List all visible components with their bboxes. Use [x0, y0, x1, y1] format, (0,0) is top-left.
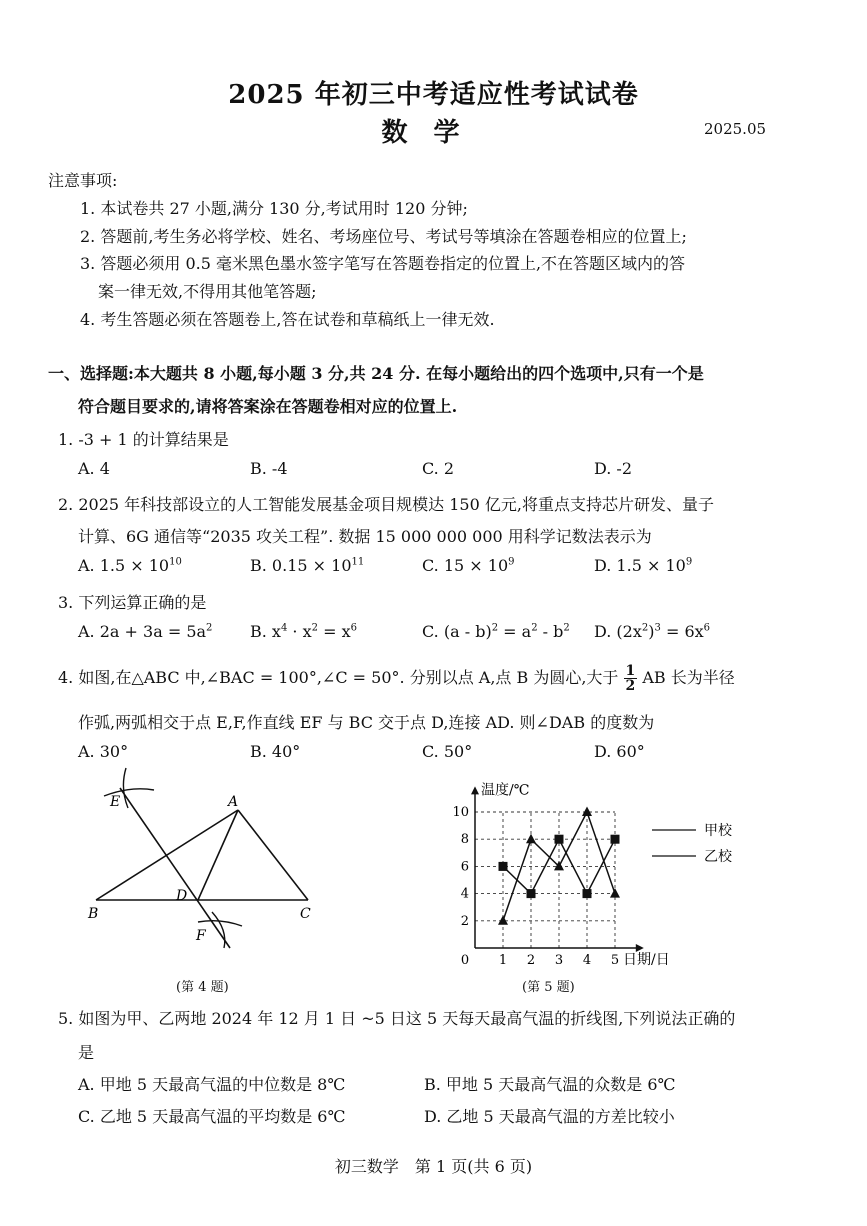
y-tick-label: 10 [452, 805, 469, 820]
q2-option-c [422, 556, 515, 575]
q3-option-d-exp: 2 [641, 622, 649, 634]
y-axis-arrow [471, 786, 479, 794]
notice-heading: 注意事项: [48, 171, 118, 190]
section1-intro-line1: 一、选择题:本大题共 8 小题,每小题 3 分,共 24 分. 在每小题给出的四个选项中,只有一个是 [48, 364, 704, 383]
q2-option-d-exponent: 9 [685, 556, 693, 568]
notice-item-4: 4. 考生答题必须在答题卷上,答在试卷和草稿纸上一律无效. [80, 310, 495, 329]
notice-item-3: 3. 答题必须用 0.5 毫米黑色墨水签字笔写在答题卷指定的位置上,不在答题区域内的答 [80, 254, 686, 273]
series-1-point [526, 834, 536, 844]
arc-e-1 [123, 768, 128, 808]
q1-option-d: D. -2 [594, 459, 633, 478]
q3-option-c [422, 622, 570, 641]
notice-item-3-cont: 案一律无效,不得用其他笔答题; [98, 282, 317, 301]
y-axis-label: 温度/℃ [481, 782, 530, 799]
q1-option-a: A. 4 [78, 459, 110, 478]
q5-option-c: C. 乙地 5 天最高气温的平均数是 6℃ [78, 1107, 346, 1126]
q3-option-d [594, 622, 710, 641]
q2-option-a [78, 556, 182, 575]
exam-subject: 数学 [381, 118, 486, 148]
x-tick-label: 1 [498, 953, 508, 968]
q4-fraction [624, 664, 638, 693]
q3-stem: 3. 下列运算正确的是 [58, 593, 207, 612]
q5-option-a: A. 甲地 5 天最高气温的中位数是 8℃ [78, 1075, 346, 1094]
q1-option-c: C. 2 [422, 459, 455, 478]
q4-option-a: A. 30° [78, 742, 129, 761]
q3-option-d-exp: 3 [654, 622, 661, 634]
q5-option-d: D. 乙地 5 天最高气温的方差比较小 [424, 1107, 675, 1126]
q3-option-c-exp: 2 [563, 622, 570, 634]
series-2-point [527, 889, 536, 898]
q4-option-c: C. 50° [422, 742, 473, 761]
label-c: C [300, 906, 311, 922]
q3-option-b-part: · x [287, 622, 312, 641]
q3-option-a-exp: 2 [206, 622, 213, 634]
line-ef [120, 788, 230, 948]
segment-ac [238, 810, 308, 900]
label-a: A [228, 794, 239, 810]
x-tick-label: 4 [582, 953, 592, 968]
series-2-point [555, 835, 564, 844]
exam-title: 2025 年初三中考适应性考试试卷 [228, 80, 639, 110]
series-1-point [582, 807, 592, 817]
q4-stem-line1-post: AB 长为半径 [642, 668, 735, 687]
q4-figure [80, 762, 340, 952]
q3-option-c-exp: 2 [531, 622, 538, 634]
q2-option-c-exponent: 9 [508, 556, 515, 568]
q1-stem: 1. -3 + 1 的计算结果是 [58, 430, 229, 449]
x-tick-label: 3 [554, 953, 564, 968]
q3-option-d-part: D. (2x [594, 622, 642, 641]
series-1-point [610, 888, 620, 898]
q3-option-a [78, 622, 212, 641]
q3-option-c-part: - b [537, 622, 564, 641]
notice-item-2: 2. 答题前,考生务必将学校、姓名、考场座位号、考试号等填涂在答题卷相应的位置上; [80, 227, 687, 246]
page-footer: 初三数学 第 1 页(共 6 页) [334, 1157, 533, 1176]
label-e: E [110, 794, 121, 810]
exam-date: 2025.05 [704, 120, 767, 138]
q5-option-b: B. 甲地 5 天最高气温的众数是 6℃ [424, 1075, 676, 1094]
q5-caption: (第 5 题) [522, 980, 575, 995]
label-f: F [196, 928, 206, 944]
q4-fraction-denominator: 2 [625, 678, 636, 694]
q3-option-b-part: = x [317, 622, 351, 641]
section1-intro-line2: 符合题目要求的,请将答案涂在答题卷相对应的位置上. [78, 397, 458, 416]
q4-fraction-numerator: 1 [625, 663, 636, 679]
q5-stem-line1: 5. 如图为甲、乙两地 2024 年 12 月 1 日 ~5 日这 5 天每天最高气温的折线图,下列说法正确的 [58, 1009, 736, 1028]
legend-label-1: 甲校 [704, 823, 732, 839]
q1-option-b: B. -4 [250, 459, 288, 478]
q2-option-b-mantissa: B. 0.15 × 10 [250, 556, 352, 575]
q2-option-a-mantissa: A. 1.5 × 10 [78, 556, 170, 575]
q3-option-c-part: C. (a - b) [422, 622, 492, 641]
q2-stem-line2: 计算、6G 通信等“2035 攻关工程”. 数据 15 000 000 000 用科学记数法表示为 [78, 527, 652, 546]
q2-option-d [594, 556, 692, 575]
q2-stem-line1: 2. 2025 年科技部设立的人工智能发展基金项目规模达 150 亿元,将重点支持芯片研发、量子 [58, 495, 714, 514]
origin-label: 0 [460, 953, 470, 968]
q3-option-b-exp: 2 [311, 622, 318, 634]
legend-label-2: 乙校 [704, 849, 732, 865]
q3-option-b-exp: 6 [350, 622, 357, 634]
q2-option-c-mantissa: C. 15 × 10 [422, 556, 509, 575]
x-tick-label: 2 [526, 953, 536, 968]
q3-option-a-text: A. 2a + 3a = 5a [78, 622, 207, 641]
q4-stem-line2: 作弧,两弧相交于点 E,F,作直线 EF 与 BC 交于点 D,连接 AD. 则∠DAB 的度数为 [78, 713, 655, 732]
q3-option-c-exp: 2 [491, 622, 499, 634]
q2-option-a-exponent: 10 [169, 556, 182, 568]
notice-item-1: 1. 本试卷共 27 小题,满分 130 分,考试用时 120 分钟; [80, 199, 468, 218]
x-axis-arrow [636, 944, 644, 952]
q3-option-d-exp: 6 [703, 622, 711, 634]
q4-option-b: B. 40° [250, 742, 301, 761]
series-2-point [583, 889, 592, 898]
x-tick-label: 5 [610, 953, 620, 968]
series-2-point [499, 862, 508, 871]
q2-option-b [250, 556, 364, 575]
q4-stem-line1-pre: 4. 如图,在△ABC 中,∠BAC = 100°,∠C = 50°. 分别以点 A,点 B 为圆心,大于 [58, 668, 619, 687]
label-b: B [88, 906, 99, 922]
y-tick-label: 2 [460, 913, 469, 929]
y-tick-label: 4 [460, 886, 469, 902]
q3-option-b-exp: 4 [280, 622, 288, 634]
label-d: D [176, 888, 188, 904]
q3-option-b [250, 622, 357, 641]
q3-option-c-part: = a [498, 622, 532, 641]
q2-option-d-mantissa: D. 1.5 × 10 [594, 556, 686, 575]
series-2-point [611, 835, 620, 844]
q5-chart [440, 768, 760, 968]
q4-caption: (第 4 题) [176, 980, 229, 995]
y-tick-label: 8 [460, 832, 469, 848]
q2-option-b-exponent: 11 [351, 556, 365, 568]
q3-option-d-part: = 6x [660, 622, 704, 641]
x-axis-label: 日期/日 [623, 952, 670, 968]
y-tick-label: 6 [460, 859, 469, 875]
q3-option-b-part: B. x [250, 622, 281, 641]
q3-option-d-part: ) [648, 622, 655, 641]
q4-option-d: D. 60° [594, 742, 645, 761]
series-1-point [498, 915, 508, 925]
q4-stem-line1 [58, 664, 735, 693]
q5-stem-line2: 是 [78, 1043, 95, 1062]
